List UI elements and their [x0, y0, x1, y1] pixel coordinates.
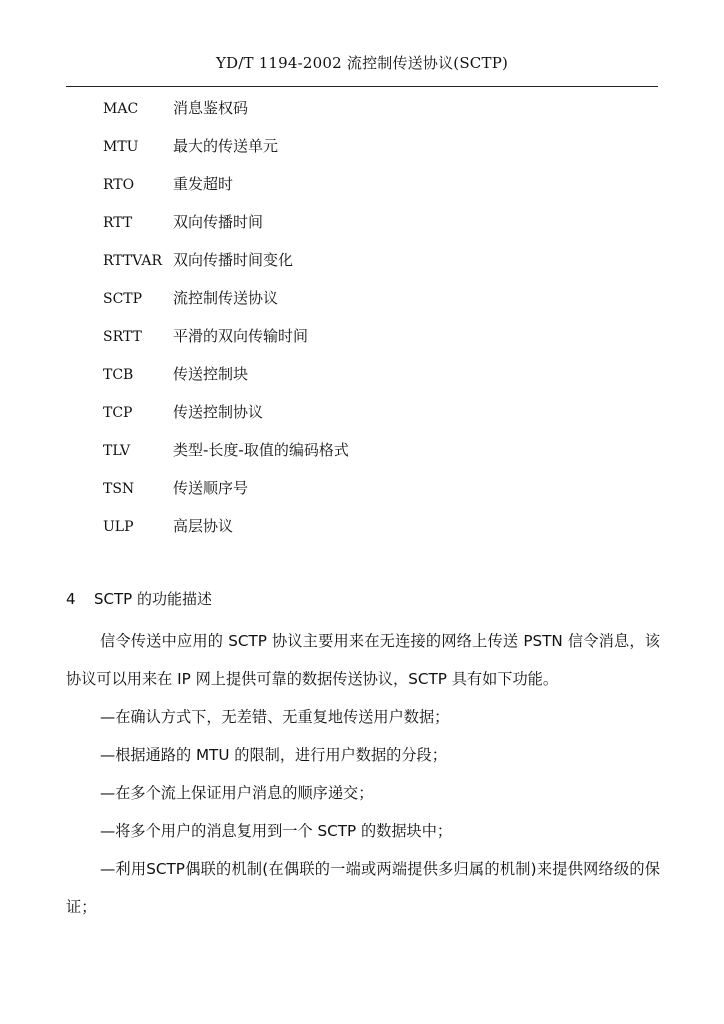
abbreviation-definition: 重发超时	[173, 175, 234, 193]
abbreviation-row	[103, 359, 663, 397]
abbreviation-row	[103, 93, 663, 131]
abbreviation-row	[103, 435, 663, 473]
abbreviation-term: RTT	[103, 215, 133, 231]
abbreviation-term: RTTVAR	[103, 253, 163, 269]
paragraph: 信令传送中应用的 SCTP 协议主要用来在无连接的网络上传送 PSTN 信令消息，该协议可以用来在 IP 网上提供可靠的数据传送协议，SCTP 具有如下功能。	[66, 632, 660, 688]
abbreviation-definition: 双向传播时间变化	[173, 251, 294, 269]
abbreviation-row	[103, 473, 663, 511]
paragraph: —将多个用户的消息复用到一个 SCTP 的数据块中；	[100, 822, 453, 840]
abbreviation-definition: 消息鉴权码	[173, 99, 249, 117]
abbreviation-definition: 高层协议	[173, 517, 234, 535]
abbreviation-definition: 平滑的双向传输时间	[173, 327, 309, 345]
abbreviation-definition: 最大的传送单元	[173, 137, 279, 155]
abbreviation-term: TCB	[103, 367, 134, 383]
abbreviation-definition: 双向传播时间	[173, 213, 264, 231]
abbreviation-term: MAC	[103, 101, 139, 117]
abbreviation-term: TSN	[103, 481, 135, 497]
paragraph: —根据通路的 MTU 的限制，进行用户数据的分段；	[100, 746, 447, 764]
abbreviation-term: TLV	[103, 443, 131, 459]
abbreviation-row	[103, 511, 663, 549]
abbreviation-definition: 传送顺序号	[173, 479, 249, 497]
abbreviation-row	[103, 283, 663, 321]
abbreviation-row	[103, 397, 663, 435]
abbreviation-definition: 流控制传送协议	[173, 289, 279, 307]
abbreviation-definition: 类型-长度-取值的编码格式	[173, 441, 349, 459]
abbreviation-term: TCP	[103, 405, 133, 421]
section-title: SCTP 的功能描述	[94, 590, 212, 608]
paragraph: —在确认方式下，无差错、无重复地传送用户数据；	[100, 708, 450, 726]
paragraph: —利用SCTP偶联的机制(在偶联的一端或两端提供多归属的机制)来提供网络级的保证；	[66, 860, 660, 916]
abbreviation-term: RTO	[103, 177, 135, 193]
section-number: 4	[66, 590, 76, 608]
abbreviation-term: MTU	[103, 139, 139, 155]
abbreviation-list	[103, 93, 663, 549]
section-heading	[66, 588, 212, 609]
abbreviation-row	[103, 207, 663, 245]
paragraph: —在多个流上保证用户消息的顺序递交；	[100, 784, 374, 802]
abbreviation-row	[103, 245, 663, 283]
header-rule	[66, 86, 658, 87]
abbreviation-term: ULP	[103, 519, 134, 535]
abbreviation-row	[103, 169, 663, 207]
abbreviation-term: SRTT	[103, 329, 142, 345]
abbreviation-row	[103, 131, 663, 169]
section-body	[66, 622, 660, 926]
abbreviation-definition: 传送控制块	[173, 365, 249, 383]
abbreviation-term: SCTP	[103, 291, 143, 307]
page-header: YD/T 1194-2002 流控制传送协议(SCTP)	[215, 54, 509, 72]
abbreviation-definition: 传送控制协议	[173, 403, 264, 421]
abbreviation-row	[103, 321, 663, 359]
